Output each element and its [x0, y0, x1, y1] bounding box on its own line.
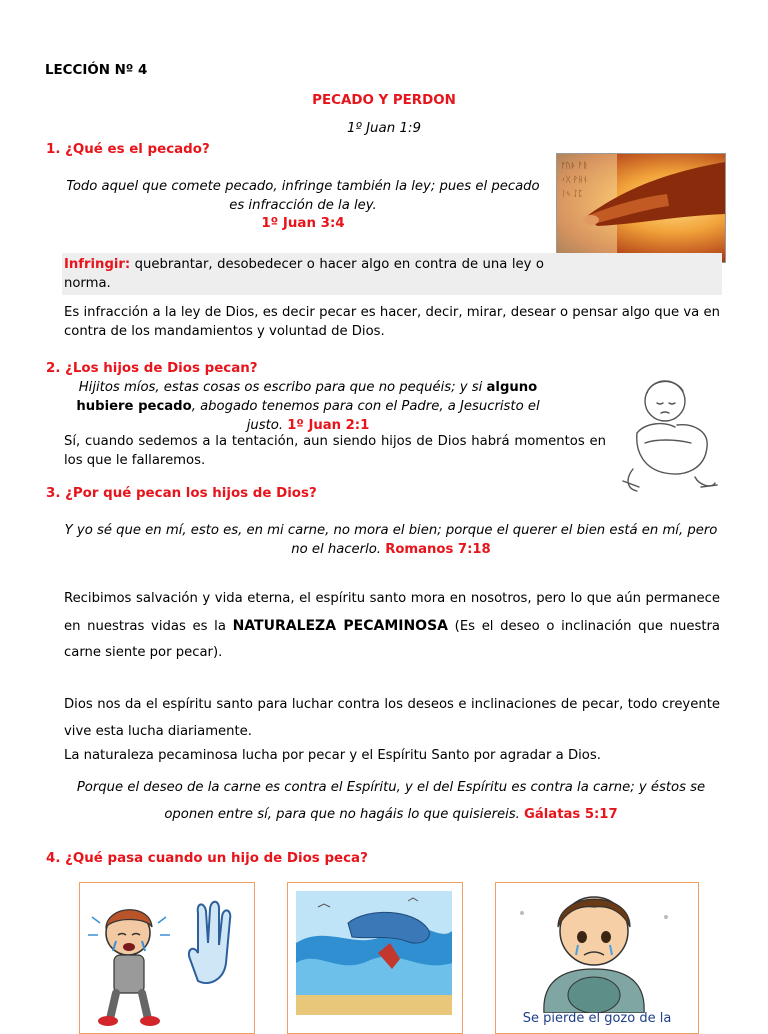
main-verse: 1º Juan 1:9 — [346, 121, 422, 136]
sea-whale-image — [288, 883, 462, 1033]
lesson-label: LECCIÓN Nº 4 — [45, 63, 148, 78]
definition-box — [62, 253, 722, 295]
section-1-quote: Todo aquel que comete pecado, infringe también la ley; pues el pecado es infracción de la ley. — [66, 179, 540, 213]
section-1-ref: 1º Juan 3:4 — [261, 216, 345, 231]
svg-text:ᛁᛃ ᛇᛈ: ᛁᛃ ᛇᛈ — [561, 189, 583, 198]
section-3-ref: Romanos 7:18 — [385, 542, 491, 557]
page-title: PECADO Y PERDON — [312, 93, 456, 108]
svg-text:ᚠᚢᚦ ᚨᚱ: ᚠᚢᚦ ᚨᚱ — [561, 161, 588, 170]
card-crying-boy — [79, 882, 255, 1034]
pointing-hand-image — [556, 153, 726, 263]
section-3-quote-text: Y yo sé que en mí, esto es, en mi carne, no mora el bien; porque el querer el bien está en mí, pero no el hacerlo. — [64, 523, 718, 557]
card-3-caption: Se pierde el gozo de la — [522, 1011, 672, 1026]
section-3-ref-2: Gálatas 5:17 — [524, 806, 618, 822]
section-1-heading: 1. ¿Qué es el pecado? — [46, 142, 210, 157]
section-3-paragraph-3: La naturaleza pecaminosa lucha por pecar y el Espíritu Santo por agradar a Dios. — [64, 748, 601, 763]
section-2-quote — [62, 378, 554, 435]
section-3-para1-end: (Es el deseo o inclinación que nuestra carne siente por pecar). — [64, 618, 721, 660]
section-2-paragraph: Sí, cuando sedemos a la tentación, aun siendo hijos de Dios habrá momentos en los que le fallaremos. — [64, 434, 606, 468]
section-3-heading: 3. ¿Por qué pecan los hijos de Dios? — [46, 486, 317, 501]
card-sad-boy — [495, 882, 699, 1034]
section-3-para1-start: Recibimos salvación y vida eterna, el espíritu santo mora en nosotros, pero lo que aún permanece en nuestras vidas es la — [64, 591, 720, 634]
section-2-heading: 2. ¿Los hijos de Dios pecan? — [46, 361, 258, 376]
section-2-ref: 1º Juan 2:1 — [287, 418, 370, 433]
naturaleza-pecaminosa: NATURALEZA PECAMINOSA — [232, 617, 449, 634]
card-sea-scene — [287, 882, 463, 1034]
sad-boy-sketch-image — [615, 373, 720, 496]
sad-boy-image — [496, 883, 698, 1013]
section-2-quote-part2: , abogado tenemos para con el Padre, a Jesucristo el justo. — [191, 399, 540, 433]
section-2-quote-bold: alguno hubiere pecado — [76, 380, 538, 414]
definition-text: quebrantar, desobedecer o hacer algo en contra de una ley o norma. — [64, 257, 544, 291]
section-1-paragraph: Es infracción a la ley de Dios, es decir pecar es hacer, decir, mirar, desear o pensar algo que va en contra de los mandamientos y voluntad de Dios. — [64, 305, 720, 339]
section-3-paragraph-1 — [64, 586, 720, 667]
definition-term: Infringir: — [64, 257, 131, 272]
section-3-quote — [62, 521, 720, 559]
section-2-quote-part1: Hijitos míos, estas cosas os escribo para que no pequéis; y si — [78, 380, 487, 395]
svg-text:ᚲᚷ ᚹᚺᚾ: ᚲᚷ ᚹᚺᚾ — [561, 175, 588, 184]
section-3-paragraph-2: Dios nos da el espíritu santo para luchar contra los deseos e inclinaciones de pecar, todo creyente vive esta lucha diariamente. — [64, 697, 720, 739]
section-4-heading: 4. ¿Qué pasa cuando un hijo de Dios peca? — [46, 851, 368, 866]
section-3-quote2-text: Porque el deseo de la carne es contra el Espíritu, y el del Espíritu es contra la carne; y éstos se oponen entre sí, para que no hagáis lo que quisiereis. — [76, 780, 706, 822]
section-3-quote-2 — [62, 775, 720, 828]
crying-boy-image — [80, 883, 254, 1033]
